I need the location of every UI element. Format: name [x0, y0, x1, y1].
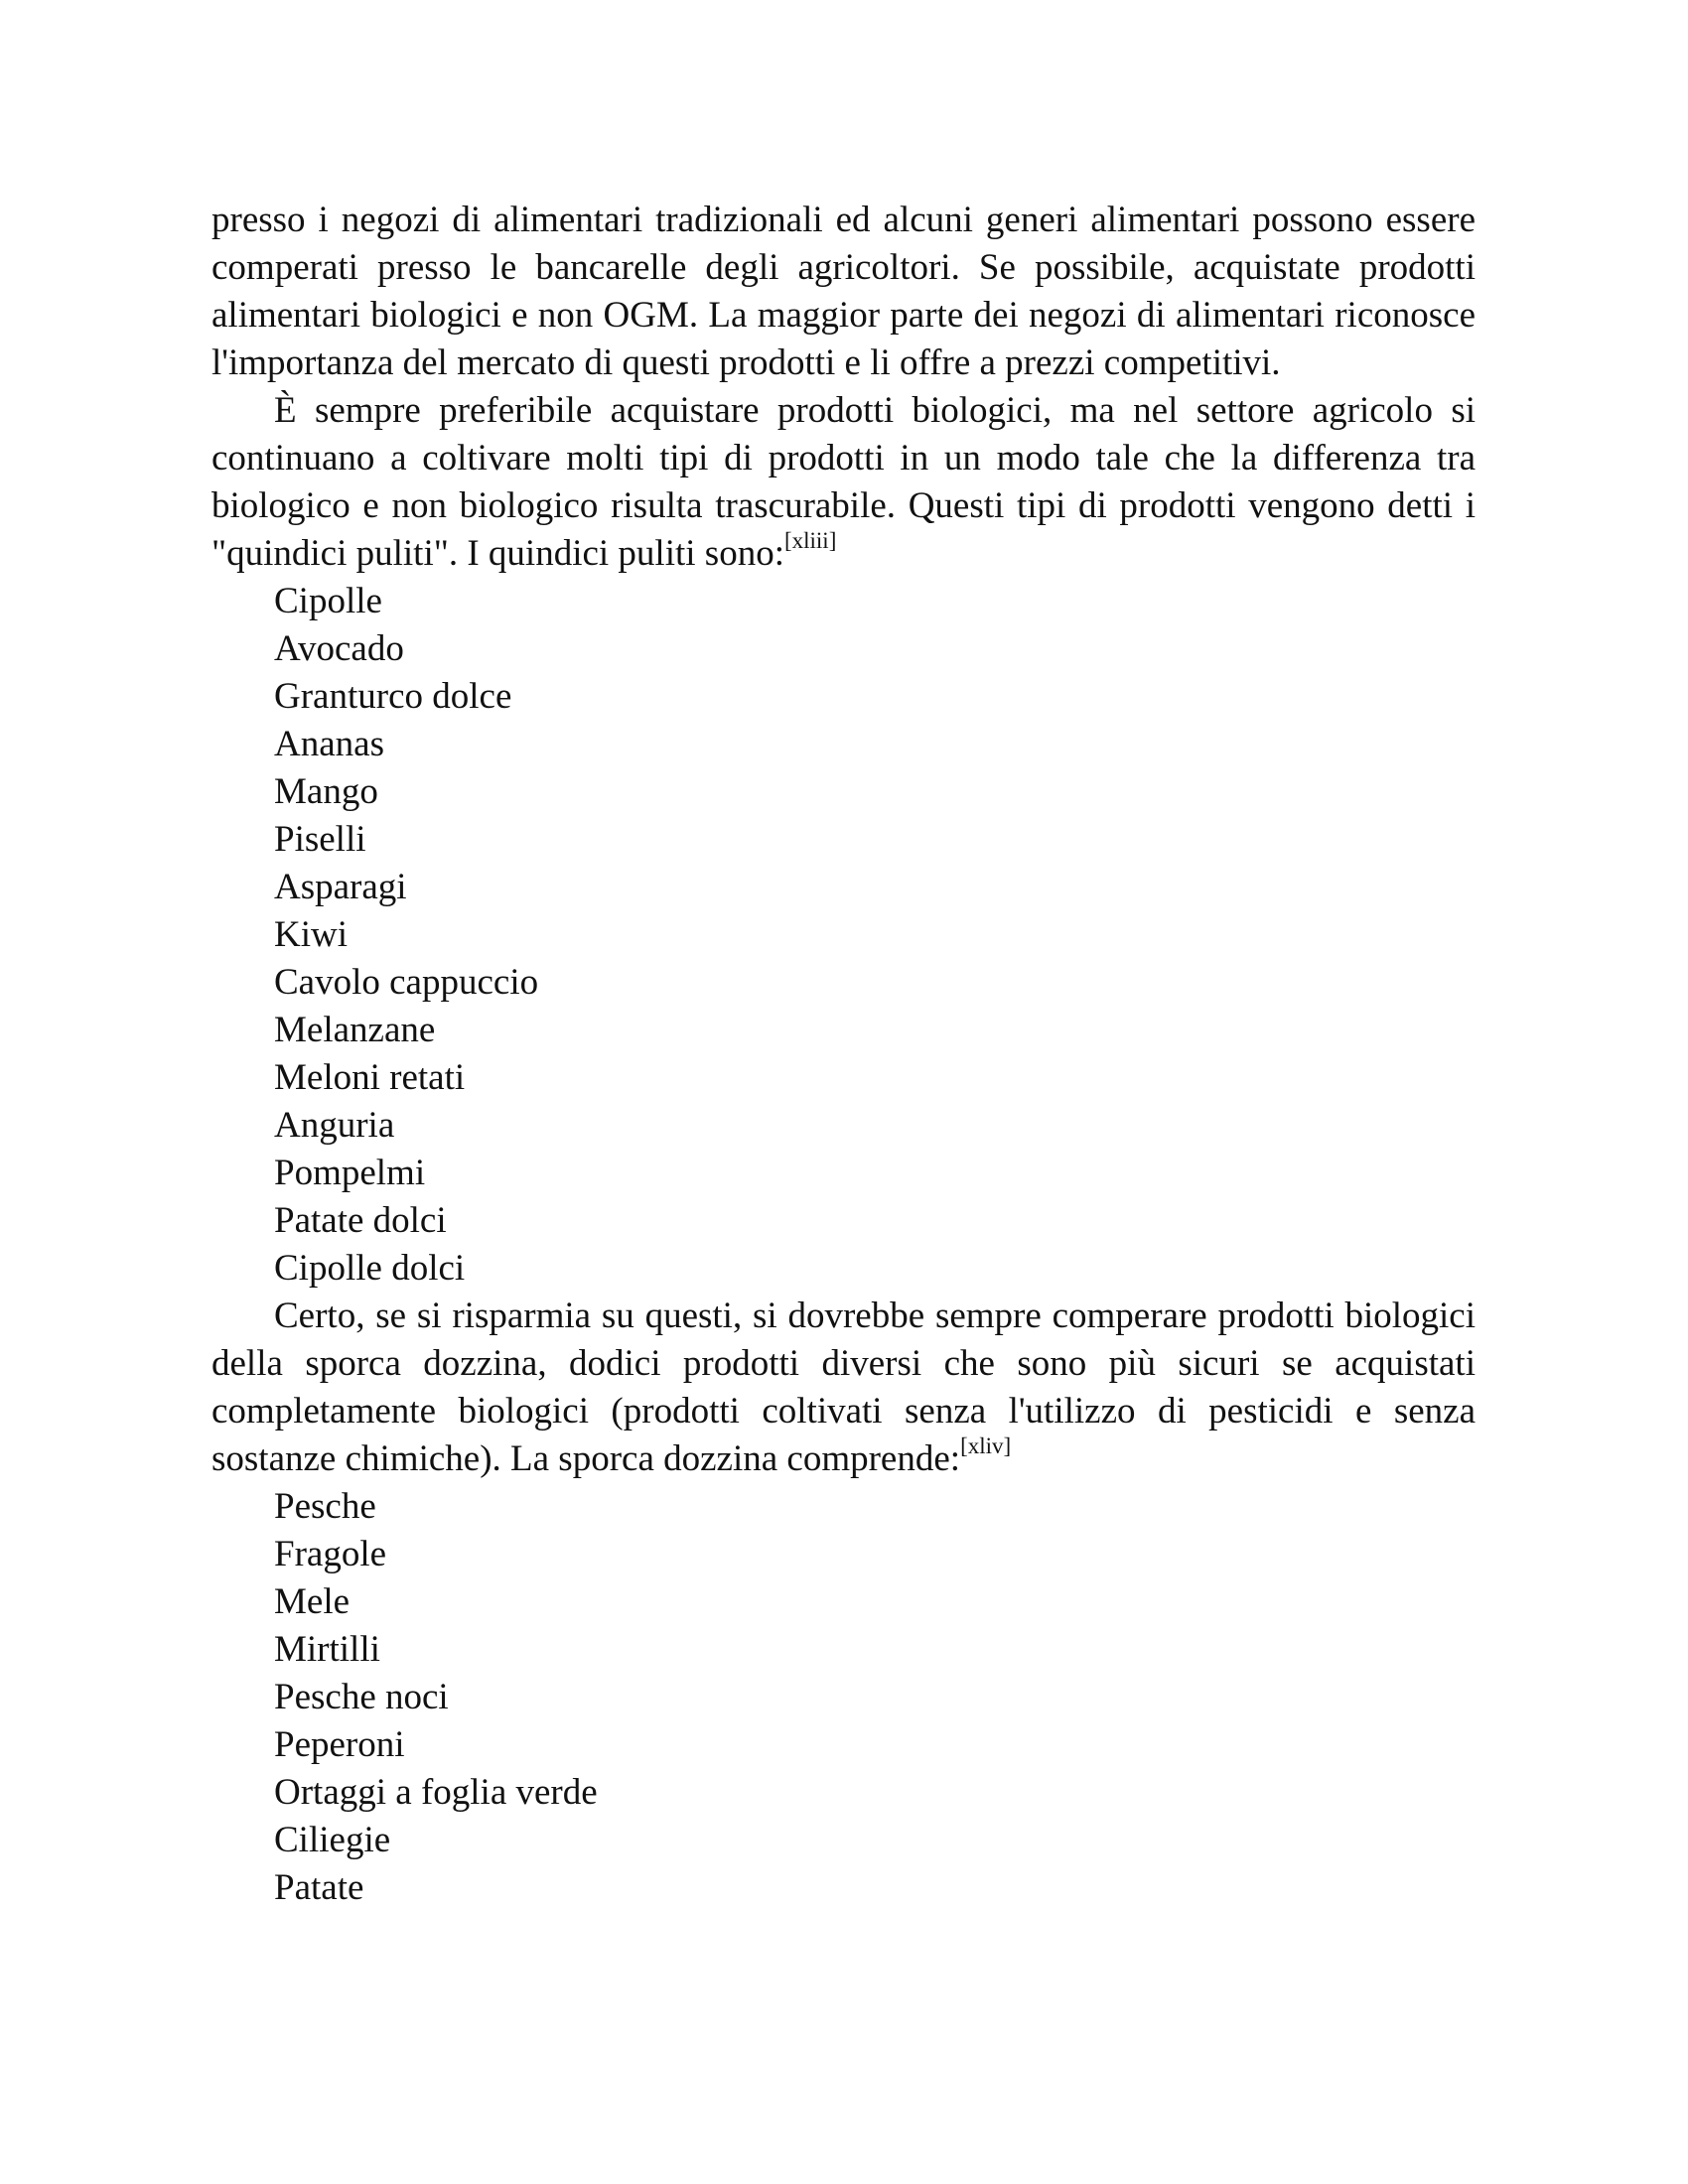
document-page — [211, 197, 1476, 1912]
list-item: Ortaggi a foglia verde — [274, 1772, 598, 1813]
paragraph-intro: presso i negozi di alimentari tradizionali ed alcuni generi alimentari possono essere comperati presso le bancarelle degli agricoltori. Se possibile, acquistate prodotti alimentari biologici e non OGM. La maggior parte dei negozi di alimentari riconosce l'importanza del mercato di questi prodotti e li offre a prezzi competitivi. — [211, 200, 1476, 383]
paragraph-dirty-dozen-text: Certo, se si risparmia su questi, si dovrebbe sempre comperare prodotti biologici della sporca dozzina, dodici prodotti diversi che sono più sicuri se acquistati completamente biologici (prodotti coltivati senza l'utilizzo di pesticidi e senza sostanze chimiche). La sporca dozzina comprende: — [211, 1296, 1476, 1479]
list-item: Fragole — [274, 1534, 387, 1574]
dirty-dozen-list — [211, 1483, 1476, 1912]
paragraph-clean-fifteen-text: È sempre preferibile acquistare prodotti biologici, ma nel settore agricolo si continuano a coltivare molti tipi di prodotti in un modo tale che la differenza tra biologico e non biologico risulta trascurabile. Questi tipi di prodotti vengono detti i "quindici puliti". I quindici puliti sono: — [211, 390, 1476, 574]
list-item: Cipolle dolci — [274, 1248, 466, 1289]
paragraph-clean-fifteen-intro — [211, 387, 1476, 578]
list-item: Mango — [274, 771, 378, 812]
list-item: Piselli — [274, 819, 366, 860]
list-item: Avocado — [274, 628, 404, 669]
list-item: Peperoni — [274, 1724, 405, 1765]
endnote-ref-xliii[interactable]: [xliii] — [783, 528, 837, 553]
endnote-ref-xliv[interactable]: [xliv] — [960, 1433, 1012, 1458]
list-item: Ananas — [274, 724, 384, 764]
list-item: Pesche — [274, 1486, 376, 1527]
clean-fifteen-list — [211, 578, 1476, 1293]
list-item: Asparagi — [274, 867, 407, 907]
list-item: Pesche noci — [274, 1677, 449, 1717]
list-item: Mele — [274, 1581, 351, 1622]
list-item: Melanzane — [274, 1010, 436, 1050]
list-item: Cipolle — [274, 581, 382, 621]
list-item: Anguria — [274, 1105, 395, 1146]
list-item: Ciliegie — [274, 1820, 391, 1860]
list-item: Granturco dolce — [274, 676, 512, 717]
list-item: Kiwi — [274, 914, 348, 955]
list-item: Patate dolci — [274, 1200, 447, 1241]
list-item: Pompelmi — [274, 1153, 426, 1193]
list-item: Meloni retati — [274, 1057, 466, 1098]
list-item: Patate — [274, 1867, 364, 1908]
list-item: Mirtilli — [274, 1629, 380, 1670]
paragraph-dirty-dozen-intro — [211, 1293, 1476, 1483]
list-item: Cavolo cappuccio — [274, 962, 539, 1003]
